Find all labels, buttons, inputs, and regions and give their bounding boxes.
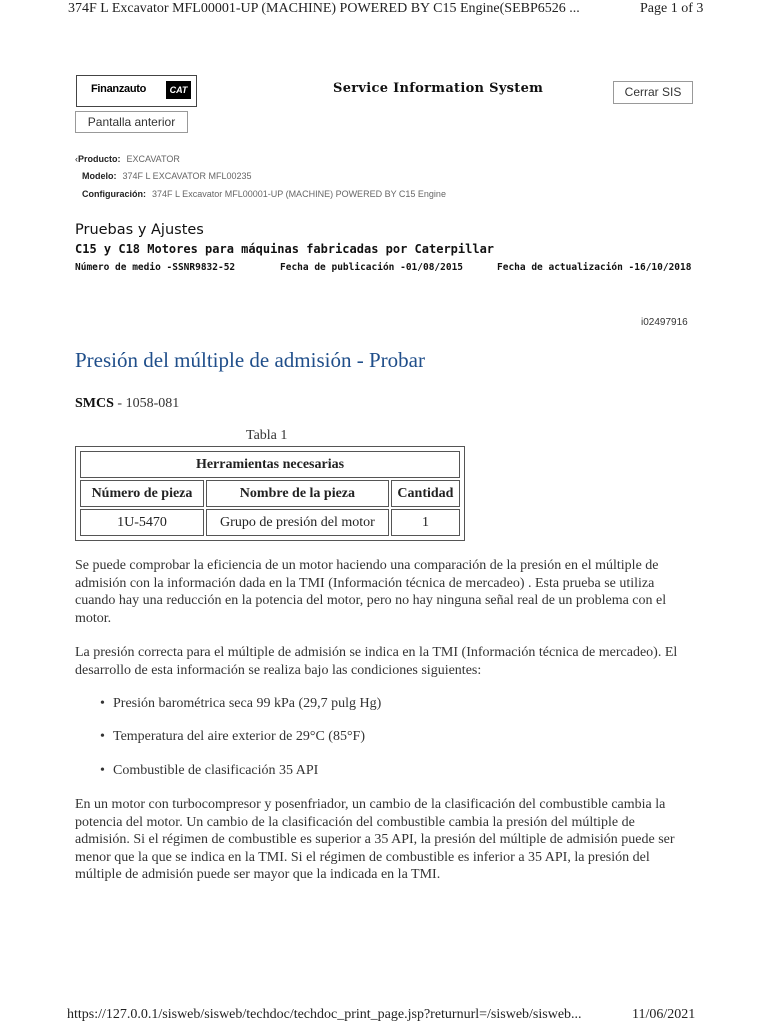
model-row	[82, 171, 252, 181]
document-id: i02497916	[641, 317, 688, 328]
configuration-row	[82, 189, 446, 199]
paragraph: En un motor con turbocompresor y posenfriador, un cambio de la clasificación del combustible cambia la potencia del motor. Un cambio de la clasificación del combustible cambia la presión del múltiple de admisión. Si el régimen de combustible es superior a 35 API, la presión del múltiple de admisión puede ser menor que la que se indica en la TMI. Si el régimen de combustible es inferior a 35 API, la presión del múltiple de admisión puede ser mayor que la indicada en la TMI.	[75, 797, 675, 882]
table-cell: 1U-5470	[80, 509, 204, 536]
section-subtitle: C15 y C18 Motores para máquinas fabricadas por Caterpillar	[75, 242, 495, 256]
back-arrow-icon[interactable]: ‹	[75, 154, 78, 164]
table-title: Herramientas necesarias	[80, 451, 460, 478]
column-header: Nombre de la pieza	[206, 480, 389, 507]
footer-date: 11/06/2021	[632, 1007, 696, 1022]
column-header: Cantidad	[391, 480, 460, 507]
smcs-value: - 1058-081	[113, 396, 180, 411]
configuration-value: 374F L Excavator MFL00001-UP (MACHINE) POWERED BY C15 Engine	[152, 189, 446, 199]
update-date: Fecha de actualización -16/10/2018	[497, 262, 692, 273]
table-cell: Grupo de presión del motor	[206, 509, 389, 536]
configuration-label: Configuración:	[82, 189, 146, 199]
product-label: Producto:	[78, 154, 121, 164]
smcs-code	[75, 396, 179, 412]
product-row	[75, 154, 180, 164]
print-doc-title: 374F L Excavator MFL00001-UP (MACHINE) POWERED BY C15 Engine(SEBP6526 ...	[68, 1, 580, 16]
list-item: • Temperatura del aire exterior de 29°C (85°F)	[100, 729, 366, 744]
model-value: 374F L EXCAVATOR MFL00235	[122, 171, 252, 181]
print-page-number: Page 1 of 3	[640, 1, 704, 16]
table-title-row	[80, 451, 460, 478]
list-item: • Presión barométrica seca 99 kPa (29,7 pulg Hg)	[100, 696, 382, 711]
page-title: Presión del múltiple de admisión - Probar	[75, 348, 425, 372]
smcs-label: SMCS	[75, 396, 114, 411]
paragraph: Se puede comprobar la eficiencia de un motor haciendo una comparación de la presión en el múltiple de admisión con la información dada en la TMI (Información técnica de mercadeo) . Esta prueba se utiliza cuando hay una reducción en la potencia del motor, pero no hay ninguna señal real de un problema con el motor.	[75, 558, 667, 626]
product-value: EXCAVATOR	[126, 154, 180, 164]
table-cell: 1	[391, 509, 460, 536]
cat-logo: CAT	[166, 81, 191, 99]
section-title: Pruebas y Ajustes	[75, 222, 204, 238]
table-row	[80, 509, 460, 536]
table-caption: Tabla 1	[246, 428, 288, 443]
previous-screen-button[interactable]: Pantalla anterior	[75, 111, 188, 133]
list-item: • Combustible de clasificación 35 API	[100, 763, 319, 778]
finanzauto-cat-logo	[76, 75, 197, 107]
table-header-row	[80, 480, 460, 507]
paragraph: La presión correcta para el múltiple de admisión se indica en la TMI (Información técnica de mercadeo). El desarrollo de esta información se realiza bajo las condiciones siguientes:	[75, 645, 678, 678]
column-header: Número de pieza	[80, 480, 204, 507]
finanzauto-logo-text: Finanzauto	[91, 83, 147, 95]
tools-table	[75, 446, 465, 541]
model-label: Modelo:	[82, 171, 117, 181]
media-number: Número de medio -SSNR9832-52	[75, 262, 236, 273]
close-sis-button[interactable]: Cerrar SIS	[613, 81, 693, 104]
print-header	[0, 0, 768, 20]
footer-url: https://127.0.0.1/sisweb/sisweb/techdoc/techdoc_print_page.jsp?returnurl=/sisweb/sisweb...	[67, 1007, 582, 1022]
publication-date: Fecha de publicación -01/08/2015	[280, 262, 464, 273]
sis-title: Service Information System	[333, 81, 544, 96]
